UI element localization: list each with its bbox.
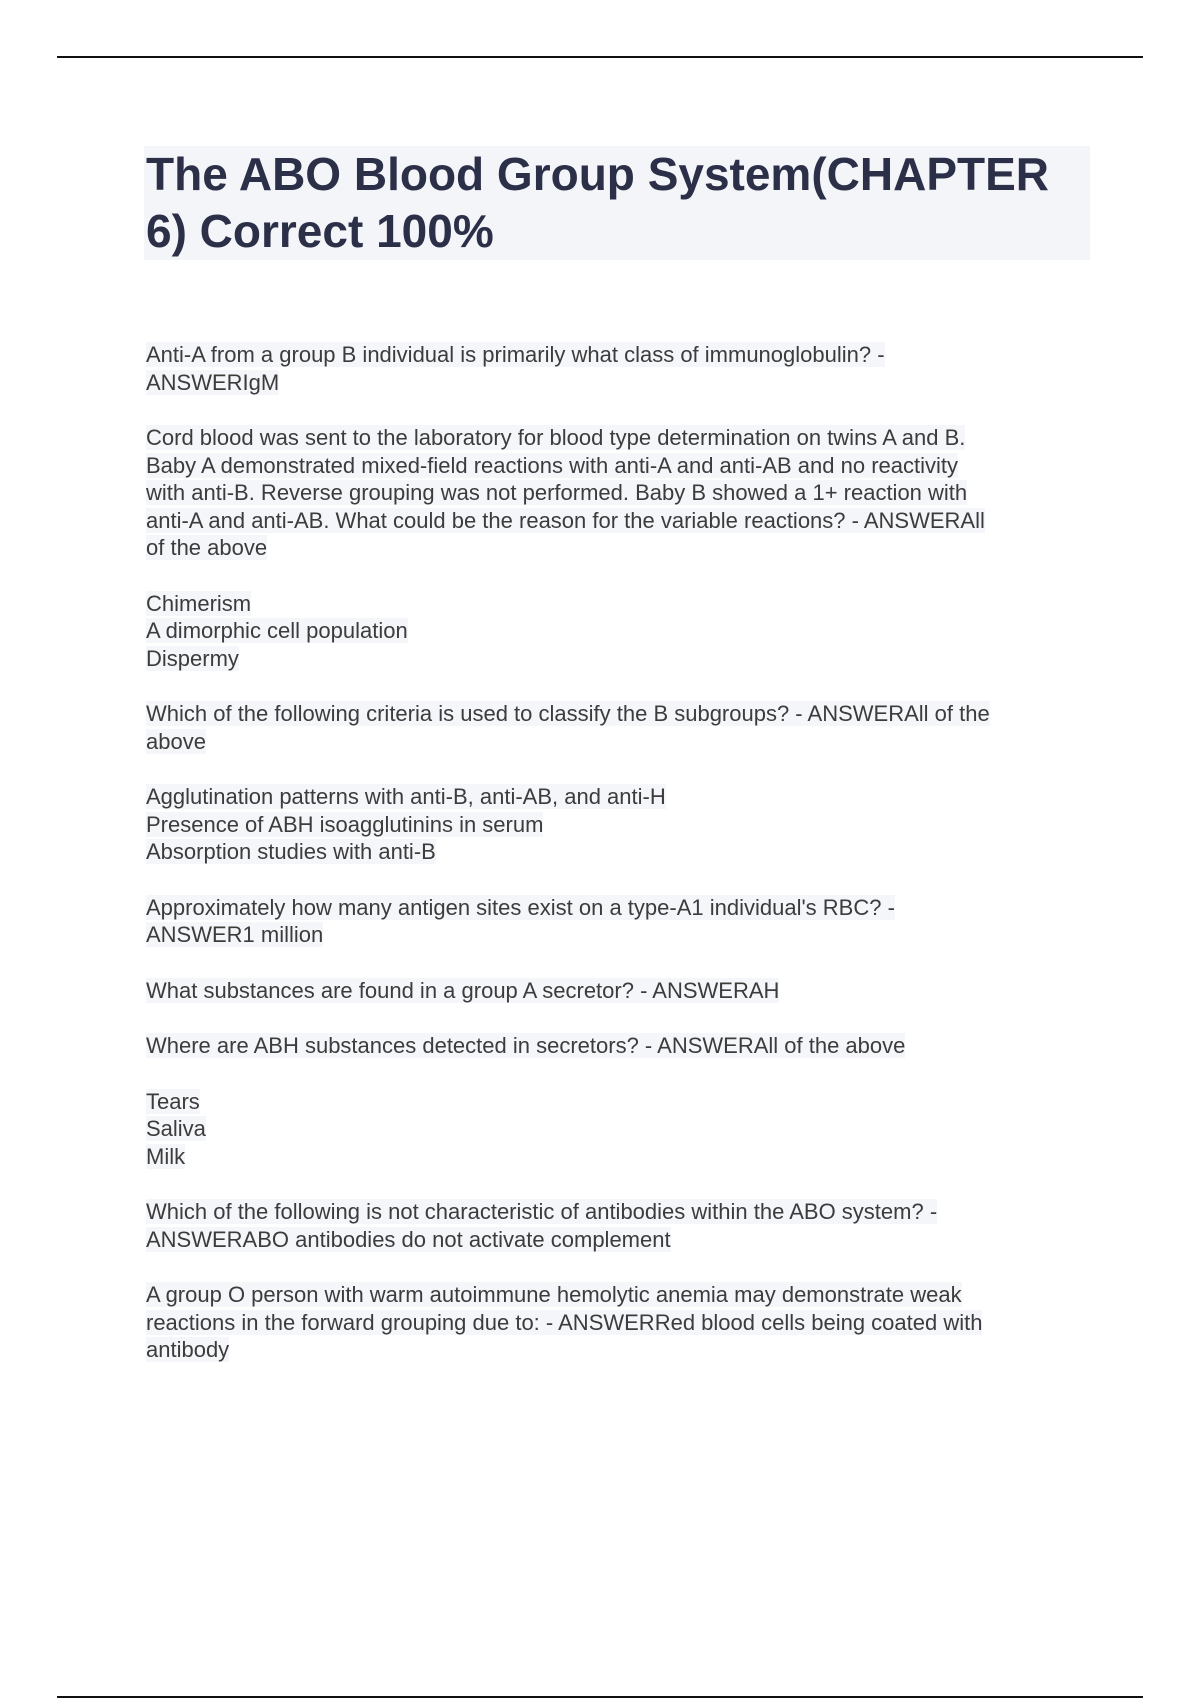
question-answer-item [146,1198,1090,1253]
option-item: Dispermy [146,645,239,671]
question-text-line: What substances are found in a group A secretor? - ANSWERAH [146,977,780,1003]
question-text-line: Anti-A from a group B individual is primarily what class of immunoglobulin? - [146,342,885,367]
option-item: Saliva [146,1116,206,1141]
question-answer-item [146,700,1090,755]
question-text-line: Which of the following is not characteristic of antibodies within the ABO system? - [146,1199,938,1224]
question-text-line: A group O person with warm autoimmune hemolytic anemia may demonstrate weak [146,1282,962,1307]
question-text-line: antibody [146,1337,230,1362]
bottom-rule [57,1696,1143,1698]
question-answer-item [146,341,1090,396]
top-rule [57,56,1143,58]
answer-options-list [146,783,1090,866]
option-item: Absorption studies with anti-B [146,839,436,864]
question-text-line: Baby A demonstrated mixed-field reactions with anti-A and anti-AB and no reactivity [146,452,958,478]
question-text-line: ANSWER1 million [146,922,324,947]
question-text-line: of the above [146,535,268,560]
question-answer-item [146,894,1090,949]
option-item: Agglutination patterns with anti-B, anti-AB, and anti-H [146,784,666,809]
document-body [146,146,1090,1392]
question-text-line: ANSWERIgM [146,369,280,395]
question-text-line: Which of the following criteria is used to classify the B subgroups? - ANSWERAll of the [146,701,990,726]
title-block [144,146,1090,260]
document-title: The ABO Blood Group System(CHAPTER 6) Correct 100% [146,148,1049,257]
question-text-line: anti-A and anti-AB. What could be the reason for the variable reactions? - ANSWERAll [146,507,985,533]
qa-list [146,341,1090,1364]
question-answer-item [146,977,1090,1005]
option-item: Milk [146,1143,186,1169]
answer-options-list [146,590,1090,673]
question-text-line: with anti-B. Reverse grouping was not performed. Baby B showed a 1+ reaction with [146,480,968,505]
option-item: A dimorphic cell population [146,618,408,643]
question-answer-item [146,424,1090,562]
question-text-line: reactions in the forward grouping due to: - ANSWERRed blood cells being coated with [146,1309,983,1335]
question-answer-item [146,1032,1090,1060]
question-text-line: Where are ABH substances detected in secretors? - ANSWERAll of the above [146,1033,906,1058]
question-text-line: Cord blood was sent to the laboratory for blood type determination on twins A and B. [146,425,966,450]
option-item: Presence of ABH isoagglutinins in serum [146,811,544,837]
option-item: Chimerism [146,590,252,616]
question-answer-item [146,1281,1090,1364]
question-text-line: Approximately how many antigen sites exist on a type-A1 individual's RBC? - [146,894,895,920]
option-item: Tears [146,1088,200,1114]
question-text-line: ANSWERABO antibodies do not activate complement [146,1226,671,1252]
answer-options-list [146,1088,1090,1171]
question-text-line: above [146,728,206,754]
